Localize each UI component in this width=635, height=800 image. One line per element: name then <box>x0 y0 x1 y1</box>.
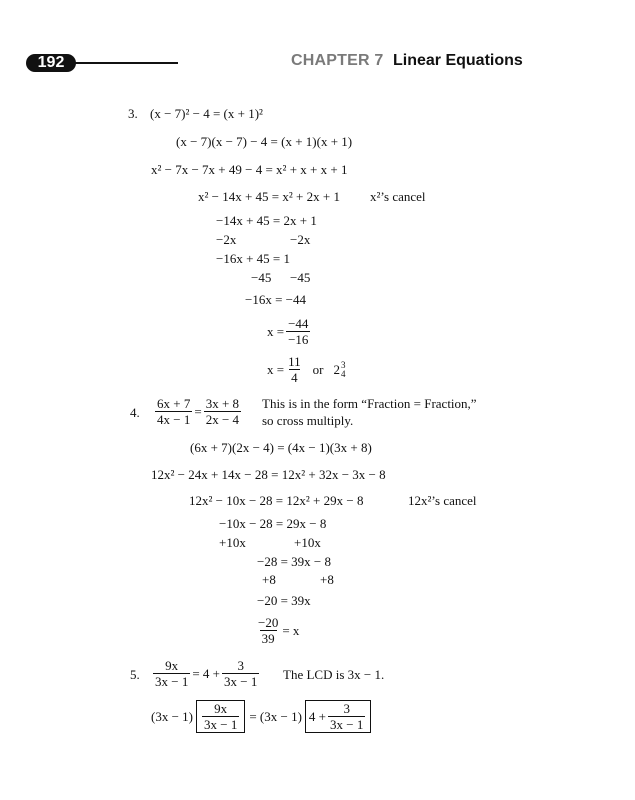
p4-fraction-left <box>155 396 192 427</box>
p5-fraction-left <box>153 658 190 689</box>
fraction-numerator: 3 <box>237 658 244 673</box>
fraction-numerator: −44 <box>288 316 309 331</box>
equals-sign: = <box>194 403 202 419</box>
p3-line-10-lhs: x = <box>267 323 285 339</box>
p5-line-2 <box>151 700 371 733</box>
p4-line-1 <box>153 396 243 427</box>
chapter-title: Linear Equations <box>393 52 523 69</box>
p5-bracket-four-plus: 4 + <box>308 708 327 724</box>
p3-line-2: (x − 7)(x − 7) − 4 = (x + 1)(x + 1) <box>176 134 353 149</box>
p3-line-11-lhs: x = <box>267 361 285 377</box>
p3-fraction-44-16 <box>286 316 310 347</box>
p4-line-10 <box>254 615 299 646</box>
right-bracket-group <box>305 700 371 733</box>
p5-fraction-right <box>222 658 259 689</box>
p3-line-6-right: −2x <box>290 232 311 247</box>
p4-line-6-left: +10x <box>219 535 246 550</box>
p4-note-line-2: so cross multiply. <box>262 413 354 428</box>
p5-mid-expression: = 4 + <box>192 665 221 681</box>
fraction-denominator: 3x − 1 <box>330 717 364 732</box>
fraction-numerator: 9x <box>165 658 179 673</box>
mixed-fraction <box>341 361 346 379</box>
p4-line-4-note: 12x²’s cancel <box>408 493 477 508</box>
p5-bracket-fraction-left <box>202 701 239 732</box>
fraction-numerator: −20 <box>258 615 279 630</box>
problem-5-number: 5. <box>130 667 140 682</box>
p3-line-3: x² − 7x − 7x + 49 − 4 = x² + x + x + 1 <box>151 162 348 177</box>
p3-line-8-left: −45 <box>251 270 272 285</box>
fraction-denominator: 4 <box>291 370 298 385</box>
p3-fraction-11-4 <box>286 354 303 385</box>
p3-line-8-right: −45 <box>290 270 311 285</box>
p3-line-7: −16x + 45 = 1 <box>216 251 290 266</box>
p3-line-6-left: −2x <box>216 232 237 247</box>
p5-line-2-factor: (3x − 1) <box>151 708 193 724</box>
header-rule <box>74 62 178 64</box>
p4-fraction-right <box>204 396 241 427</box>
mixed-whole: 2 <box>333 361 340 377</box>
p3-line-1: (x − 7)² − 4 = (x + 1)² <box>150 106 263 121</box>
p4-line-6-right: +10x <box>294 535 321 550</box>
fraction-denominator: 3x − 1 <box>204 717 238 732</box>
p4-line-3: 12x² − 24x + 14x − 28 = 12x² + 32x − 3x − 8 <box>151 467 386 482</box>
fraction-numerator: 11 <box>288 354 301 369</box>
fraction-denominator: 4x − 1 <box>157 412 191 427</box>
p4-line-5: −10x − 28 = 29x − 8 <box>219 516 327 531</box>
p5-bracket-fraction-right <box>328 701 365 732</box>
fraction-numerator: 9x <box>214 701 228 716</box>
p4-fraction-20-39 <box>256 615 280 646</box>
fraction-numerator: 3 <box>343 701 350 716</box>
problem-4-number: 4. <box>130 405 140 420</box>
fraction-denominator: 2x − 4 <box>205 412 240 427</box>
p4-line-9: −20 = 39x <box>257 593 311 608</box>
p3-line-4: x² − 14x + 45 = x² + 2x + 1 <box>198 189 340 204</box>
p3-line-9: −16x = −44 <box>245 292 306 307</box>
p3-line-4-note: x²’s cancel <box>370 189 426 204</box>
p4-line-8-left: +8 <box>262 572 276 587</box>
fraction-numerator: 6x + 7 <box>157 396 191 411</box>
p5-line-2-rhs-factor: = (3x − 1) <box>249 708 302 724</box>
p4-line-4: 12x² − 10x − 28 = 12x² + 29x − 8 <box>189 493 364 508</box>
p3-line-11 <box>267 354 347 385</box>
fraction-denominator: 39 <box>261 631 275 646</box>
problem-3-number: 3. <box>128 106 138 121</box>
fraction-denominator: 3x − 1 <box>224 674 258 689</box>
p4-line-2: (6x + 7)(2x − 4) = (4x − 1)(3x + 8) <box>190 440 372 455</box>
p4-line-7: −28 = 39x − 8 <box>257 554 331 569</box>
page-header <box>0 0 635 90</box>
left-bracket-group <box>196 700 245 733</box>
fraction-denominator: 4 <box>340 368 346 379</box>
p4-line-10-rhs: = x <box>282 622 300 638</box>
chapter-label: CHAPTER 7 <box>291 52 384 69</box>
or-word: or <box>312 361 324 377</box>
page-number: 192 <box>26 54 76 72</box>
p3-line-10 <box>267 316 312 347</box>
fraction-denominator: 3x − 1 <box>155 674 189 689</box>
p4-note-line-1: This is in the form “Fraction = Fraction,” <box>262 396 477 411</box>
p5-line-1 <box>151 658 261 689</box>
p3-line-5: −14x + 45 = 2x + 1 <box>216 213 317 228</box>
fraction-numerator: 3x + 8 <box>205 396 240 411</box>
p4-line-8-right: +8 <box>320 572 334 587</box>
fraction-denominator: −16 <box>288 332 309 347</box>
fraction-numerator: 3 <box>340 359 346 370</box>
p5-note: The LCD is 3x − 1. <box>283 667 385 682</box>
